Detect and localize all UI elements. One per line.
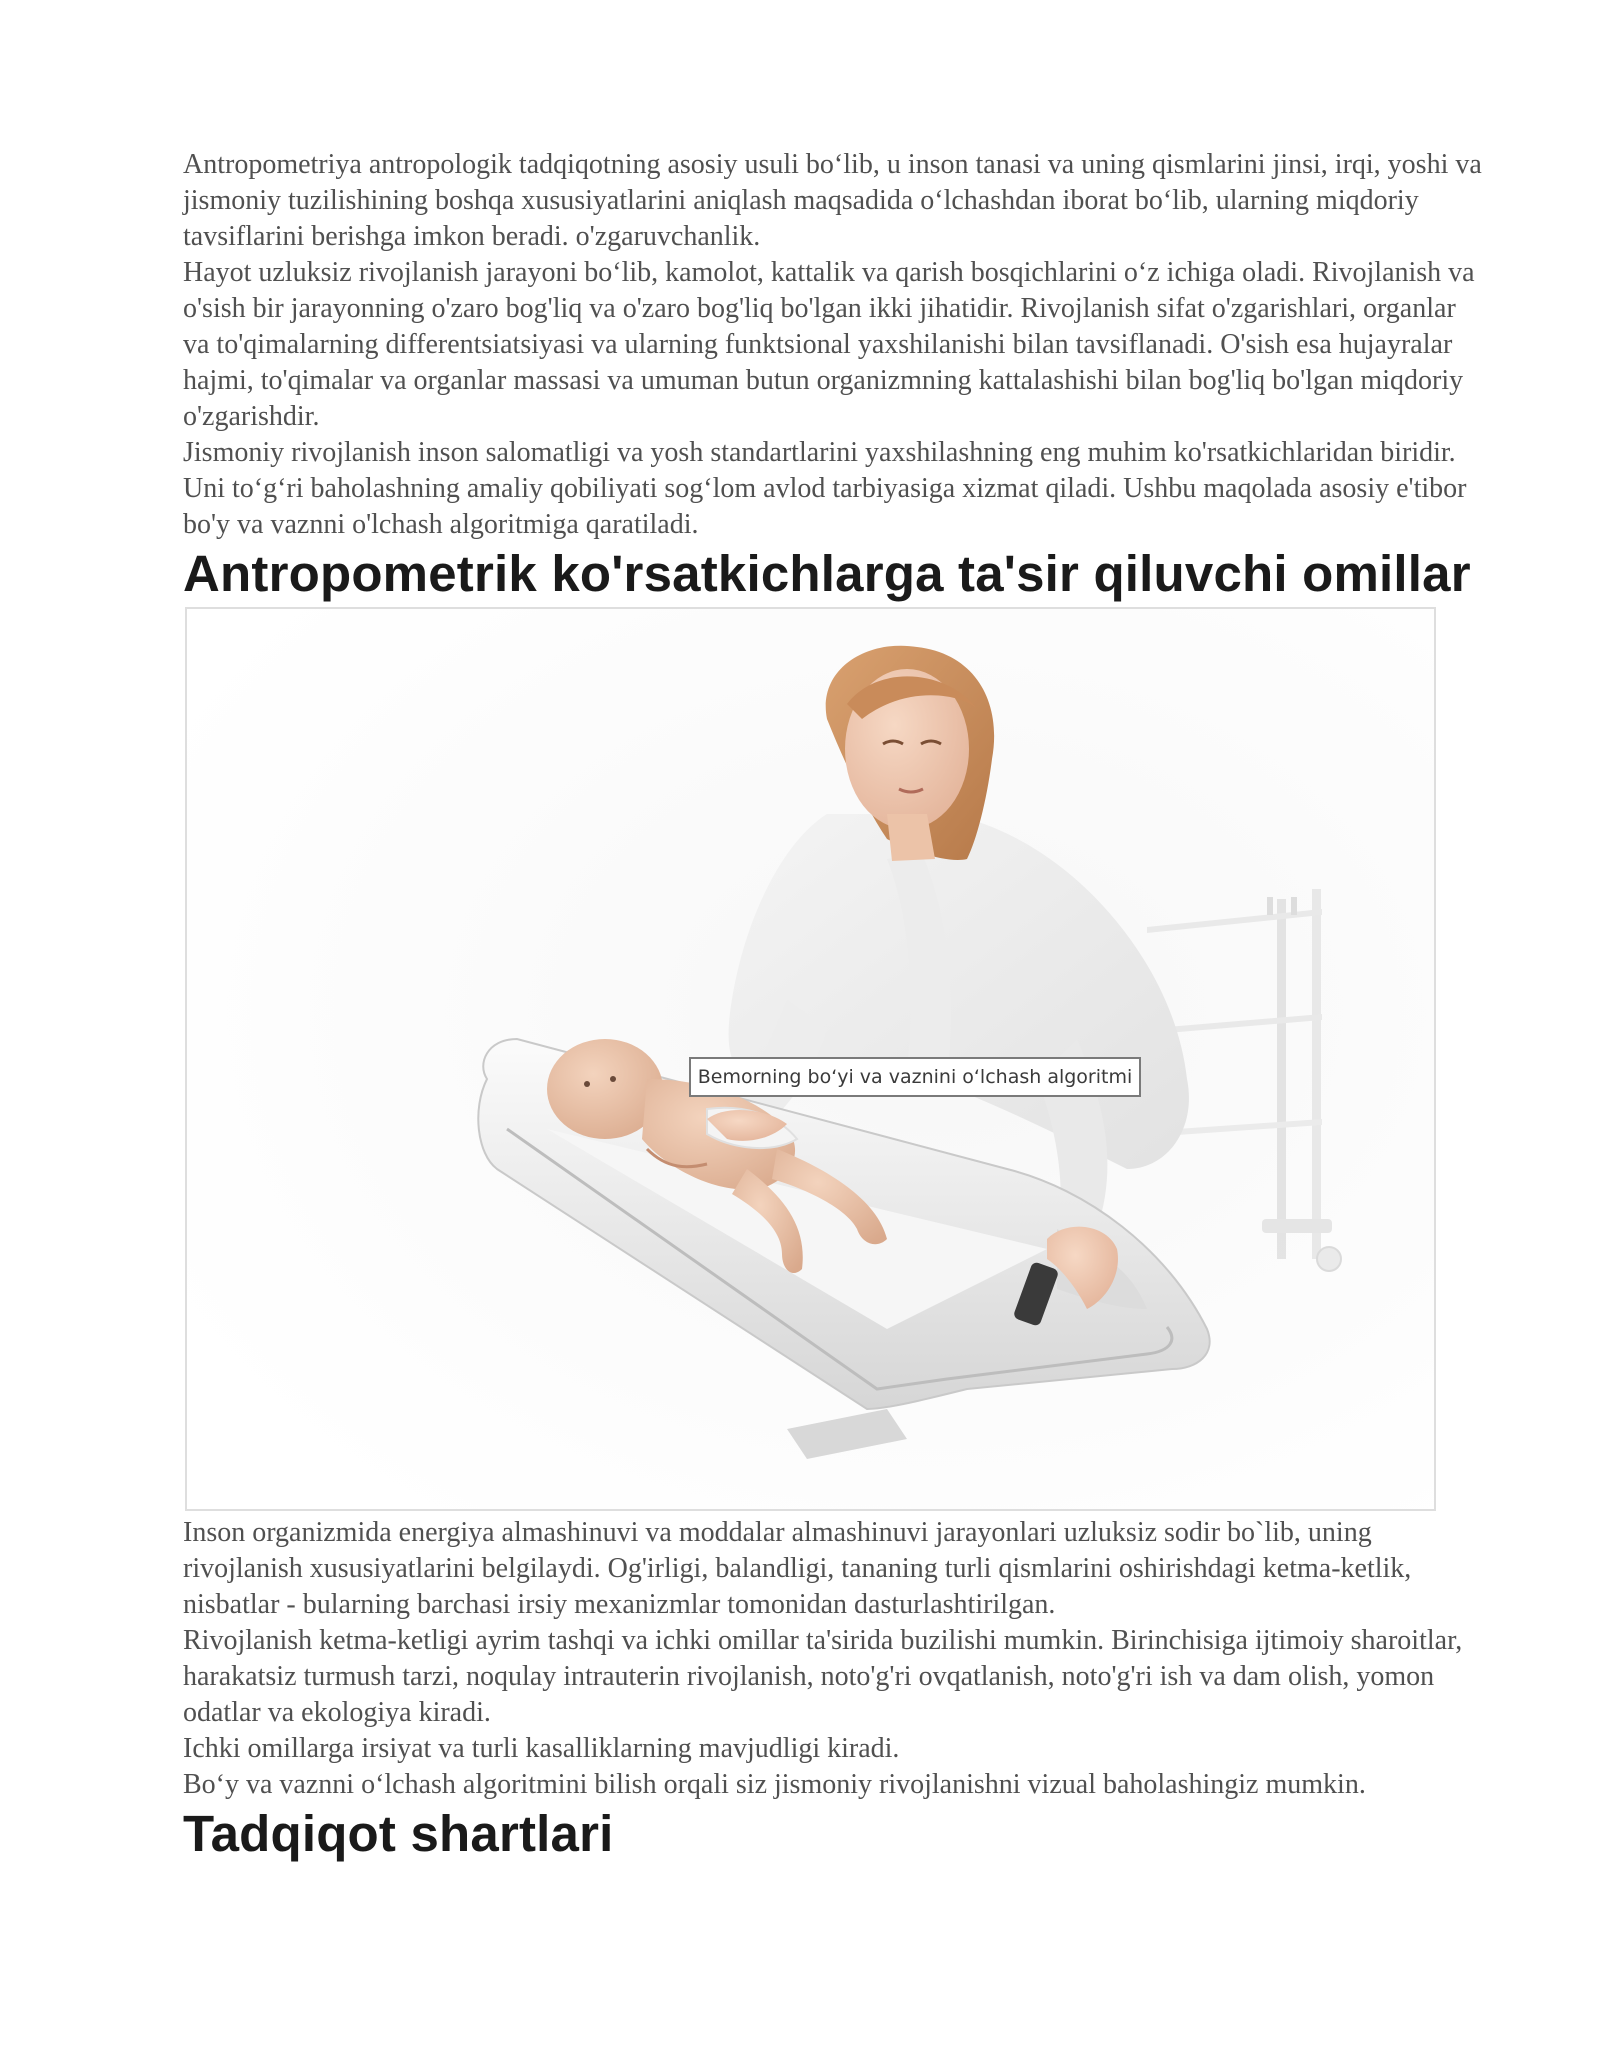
figure-caption: Bemorning bo‘yi va vaznini o‘lchash algoritmi (689, 1057, 1141, 1097)
intro-paragraph-3: Jismoniy rivojlanish inson salomatligi va yosh standartlarini yaxshilashning eng muhim ko'rsatkichlaridan biridir. Uni to‘g‘ri baholashning amaliy qobiliyati sog‘lom avlod tarbiyasiga xizmat qiladi. Ushbu maqolada asosiy e'tibor bo'y va vaznni o'lchash algoritmiga qaratiladi. (183, 437, 1467, 540)
article-figure (185, 607, 1436, 1511)
factors-paragraph-4: Bo‘y va vaznni o‘lchash algoritmini bilish orqali siz jismoniy rivojlanishni vizual baholashingiz mumkin. (183, 1769, 1366, 1800)
factors-paragraph-2: Rivojlanish ketma-ketligi ayrim tashqi va ichki omillar ta'sirida buzilishi mumkin. Birinchisiga ijtimoiy sharoitlar, harakatsiz turmush tarzi, noqulay intrauterin rivojlanish, noto'g'ri ovqatlanish, noto'g'ri ish va dam olish, yomon odatlar va ekologiya kiradi. (183, 1625, 1463, 1728)
section-heading-factors: Antropometrik ko'rsatkichlarga ta'sir qiluvchi omillar (183, 545, 1471, 602)
factors-paragraph-1: Inson organizmida energiya almashinuvi va moddalar almashinuvi jarayonlari uzluksiz sodir bo`lib, uning rivojlanish xususiyatlarini belgilaydi. Og'irligi, balandligi, tananing turli qismlarini oshirishdagi ketma-ketlik, nisbatlar - bularning barchasi irsiy mexanizmlar tomonidan dasturlashtirilgan. (183, 1517, 1412, 1620)
article-body (183, 147, 1483, 1865)
factors-paragraph-3: Ichki omillarga irsiyat va turli kasalliklarning mavjudligi kiradi. (183, 1733, 900, 1764)
intro-paragraph-1: Antropometriya antropologik tadqiqotning asosiy usuli bo‘lib, u inson tanasi va uning qismlarini jinsi, irqi, yoshi va jismoniy tuzilishining boshqa xususiyatlarini aniqlash maqsadida o‘lchashdan iborat bo‘lib, ularning miqdoriy tavsiflarini berishga imkon beradi. o'zgaruvchanlik. (183, 149, 1482, 252)
intro-paragraph-2: Hayot uzluksiz rivojlanish jarayoni bo‘lib, kamolot, kattalik va qarish bosqichlarini o‘z ichiga oladi. Rivojlanish va o'sish bir jarayonning o'zaro bog'liq va o'zaro bog'liq bo'lgan ikki jihatidir. Rivojlanish sifat o'zgarishlari, organlar va to'qimalarning differentsiatsiyasi va ularning funktsional yaxshilanishi bilan tavsiflanadi. O'sish esa hujayralar hajmi, to'qimalar va organlar massasi va umuman butun organizmning kattalashishi bilan bog'liq bo'lgan miqdoriy o'zgarishdir. (183, 257, 1475, 432)
section-heading-conditions: Tadqiqot shartlari (183, 1805, 614, 1862)
